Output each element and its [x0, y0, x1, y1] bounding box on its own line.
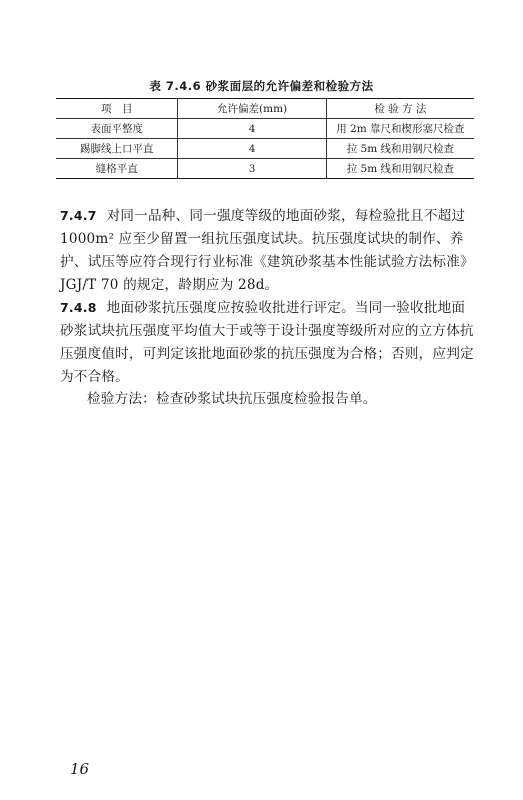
header-item: 项 目 [56, 99, 178, 119]
cell-deviation: 4 [178, 119, 326, 139]
clause-text: 对同一品种、同一强度等级的地面砂浆，每检验批且不超过 1000m² 应至少留置一组抗压强度试块。抗压强度试块的制作、养护、试压等应符合现行行业标准《建筑砂浆基本性能试验方法标准》JGJ/T 70 的规定，龄期应为 28d。 [60, 208, 474, 293]
cell-item: 表面平整度 [56, 119, 178, 139]
clause-text: 地面砂浆抗压强度应按验收批进行评定。当同一验收批地面砂浆试块抗压强度平均值大于或等于设计强度等级所对应的立方体抗压强度值时，可判定该批地面砂浆的抗压强度为合格；否则，应判定为不合格。 [60, 300, 474, 385]
cell-deviation: 3 [178, 159, 326, 179]
clause-number: 7.4.7 [60, 208, 97, 223]
cell-method: 拉 5m 线和用钢尺检查 [326, 159, 474, 179]
clause-7-4-8 [60, 296, 478, 389]
table-title: 表 7.4.6 砂浆面层的允许偏差和检验方法 [149, 79, 374, 93]
deviation-table [56, 98, 474, 179]
clause-7-4-7 [60, 204, 478, 297]
table-header-row [56, 99, 474, 119]
table-row [56, 119, 474, 139]
table-row [56, 159, 474, 179]
cell-method: 拉 5m 线和用钢尺检查 [326, 139, 474, 159]
header-method: 检 验 方 法 [326, 99, 474, 119]
table-row [56, 139, 474, 159]
cell-item: 踢脚线上口平直 [56, 139, 178, 159]
cell-item: 缝格平直 [56, 159, 178, 179]
clause-number: 7.4.8 [60, 300, 97, 315]
cell-method: 用 2m 靠尺和楔形塞尺检查 [326, 119, 474, 139]
cell-deviation: 4 [178, 139, 326, 159]
inspection-method: 检验方法：检查砂浆试块抗压强度检验报告单。 [87, 391, 377, 407]
page-number: 16 [70, 760, 90, 778]
header-deviation: 允许偏差(mm) [178, 99, 326, 119]
